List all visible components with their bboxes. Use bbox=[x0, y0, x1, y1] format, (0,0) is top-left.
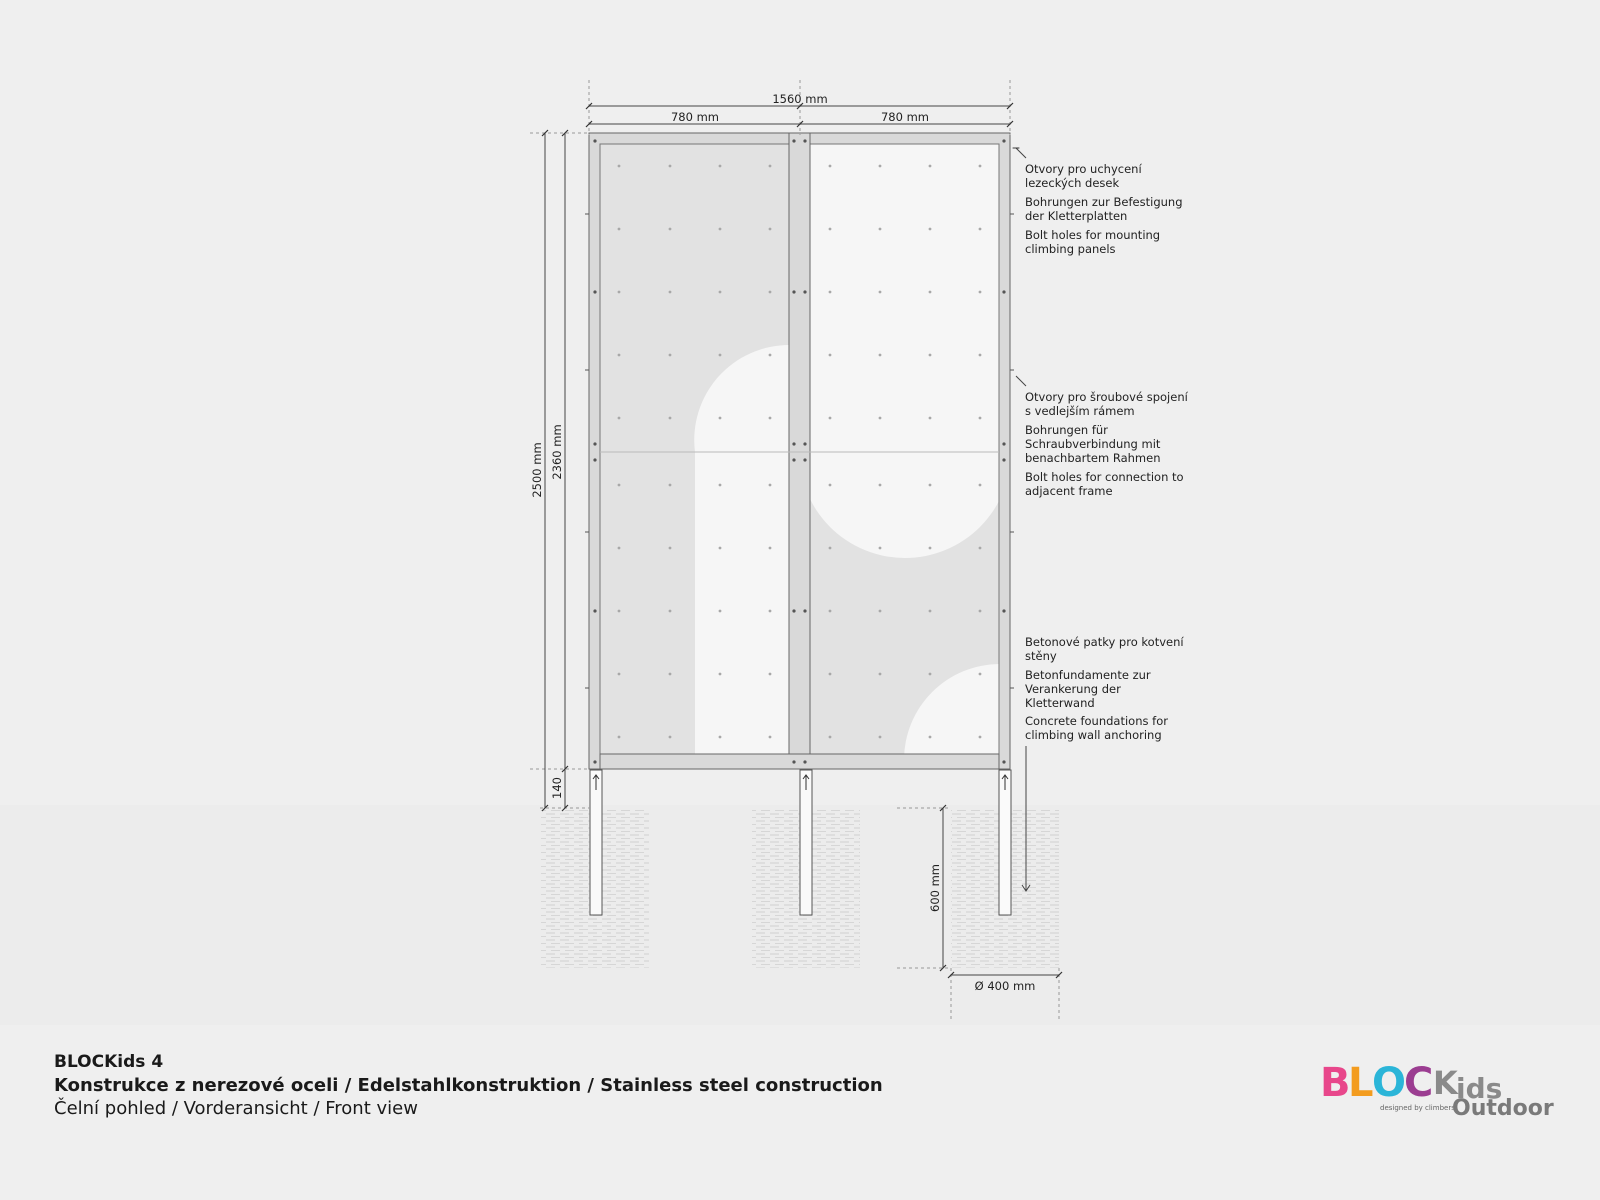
bolt-hole bbox=[979, 291, 982, 294]
frame-bolt-hole bbox=[1002, 290, 1005, 293]
note-foundations-en: Concrete foundations for climbing wall anchoring bbox=[1025, 714, 1168, 742]
bolt-hole bbox=[669, 354, 672, 357]
bolt-hole bbox=[769, 228, 772, 231]
bolt-hole bbox=[618, 417, 621, 420]
bolt-hole bbox=[929, 736, 932, 739]
frame-bolt-hole bbox=[792, 609, 795, 612]
bolt-hole bbox=[829, 610, 832, 613]
note-frame-holes-de: Bohrungen für Schraubverbindung mit benachbartem Rahmen bbox=[1025, 423, 1161, 465]
dim-panel-width-left: 780 mm bbox=[670, 110, 720, 124]
note-foundations-de: Betonfundamente zur Verankerung der Kletterwand bbox=[1025, 668, 1151, 710]
bolt-hole bbox=[669, 547, 672, 550]
bolt-hole bbox=[929, 547, 932, 550]
bolt-hole bbox=[979, 673, 982, 676]
caption-view: Čelní pohled / Vorderansicht / Front view bbox=[54, 1098, 418, 1119]
frame-bolt-hole bbox=[803, 442, 806, 445]
bolt-hole bbox=[669, 165, 672, 168]
logo-letter-l: L bbox=[1348, 1060, 1374, 1106]
bolt-hole bbox=[719, 165, 722, 168]
note-panel-holes-en: Bolt holes for mounting climbing panels bbox=[1025, 228, 1161, 256]
bolt-hole bbox=[929, 417, 932, 420]
bolt-hole bbox=[929, 673, 932, 676]
frame-bolt-hole bbox=[593, 139, 596, 142]
bolt-hole bbox=[618, 673, 621, 676]
bolt-hole bbox=[829, 484, 832, 487]
frame-bolt-hole bbox=[792, 290, 795, 293]
frame-bolt-hole bbox=[593, 290, 596, 293]
bolt-hole bbox=[769, 417, 772, 420]
bolt-hole bbox=[618, 291, 621, 294]
bolt-hole bbox=[829, 291, 832, 294]
frame-bolt-hole bbox=[1002, 609, 1005, 612]
bolt-hole bbox=[669, 484, 672, 487]
logo-letter-b: B bbox=[1320, 1060, 1351, 1106]
logo-letter-c: C bbox=[1404, 1060, 1434, 1106]
bolt-hole bbox=[618, 354, 621, 357]
frame-bolt-hole bbox=[792, 442, 795, 445]
bolt-hole bbox=[669, 736, 672, 739]
bolt-hole bbox=[879, 673, 882, 676]
bolt-hole bbox=[769, 736, 772, 739]
frame-bolt-hole bbox=[803, 609, 806, 612]
frame-bolt-hole bbox=[593, 442, 596, 445]
center-post bbox=[789, 133, 810, 769]
dim-panel-width-right: 780 mm bbox=[880, 110, 930, 124]
caption-subtitle: Konstrukce z nerezové oceli / Edelstahlkonstruktion / Stainless steel construction bbox=[54, 1075, 883, 1096]
bolt-hole bbox=[769, 673, 772, 676]
frame-bolt-hole bbox=[593, 609, 596, 612]
note-panel-holes-de: Bohrungen zur Befestigung der Kletterplatten bbox=[1025, 195, 1183, 223]
note-foundations-cz: Betonové patky pro kotvení stěny bbox=[1025, 635, 1184, 663]
frame-bolt-hole bbox=[1002, 442, 1005, 445]
bolt-hole bbox=[929, 354, 932, 357]
bolt-hole bbox=[618, 547, 621, 550]
bolt-hole bbox=[769, 165, 772, 168]
bolt-hole bbox=[829, 354, 832, 357]
bolt-hole bbox=[719, 228, 722, 231]
bolt-hole bbox=[879, 610, 882, 613]
blockids-outdoor-logo bbox=[1320, 1060, 1554, 1130]
bolt-hole bbox=[618, 484, 621, 487]
dim-foundation-diameter: Ø 400 mm bbox=[974, 979, 1036, 993]
bolt-hole bbox=[769, 291, 772, 294]
logo-letters-ids: ids bbox=[1456, 1072, 1503, 1105]
frame-bolt-hole bbox=[792, 458, 795, 461]
frame-bolt-hole bbox=[593, 458, 596, 461]
bolt-hole bbox=[929, 484, 932, 487]
bolt-hole bbox=[829, 547, 832, 550]
logo-outdoor: Outdoor bbox=[1452, 1096, 1554, 1121]
frame-bolt-hole bbox=[1002, 458, 1005, 461]
note-frame-holes-en: Bolt holes for connection to adjacent frame bbox=[1025, 470, 1184, 498]
dim-total-height: 2500 mm bbox=[530, 442, 544, 498]
bolt-hole bbox=[929, 165, 932, 168]
bolt-hole bbox=[769, 610, 772, 613]
bolt-hole bbox=[829, 228, 832, 231]
dim-panel-height: 2360 mm bbox=[550, 424, 564, 480]
bolt-hole bbox=[829, 736, 832, 739]
bolt-hole bbox=[979, 165, 982, 168]
frame-bolt-hole bbox=[803, 290, 806, 293]
logo-tagline: designed by climbers bbox=[1380, 1104, 1455, 1112]
frame-bolt-hole bbox=[803, 139, 806, 142]
bolt-hole bbox=[719, 547, 722, 550]
bolt-hole bbox=[979, 417, 982, 420]
bolt-hole bbox=[979, 228, 982, 231]
bolt-hole bbox=[669, 417, 672, 420]
bolt-hole bbox=[879, 228, 882, 231]
caption-title: BLOCKids 4 bbox=[54, 1052, 164, 1072]
logo-letter-o: O bbox=[1372, 1060, 1407, 1106]
bolt-hole bbox=[929, 291, 932, 294]
bolt-hole bbox=[669, 291, 672, 294]
bolt-hole bbox=[719, 673, 722, 676]
bolt-hole bbox=[769, 484, 772, 487]
bolt-hole bbox=[669, 673, 672, 676]
bolt-hole bbox=[618, 165, 621, 168]
bolt-hole bbox=[719, 354, 722, 357]
bolt-hole bbox=[879, 547, 882, 550]
frame-bolt-hole bbox=[1002, 760, 1005, 763]
bolt-hole bbox=[829, 673, 832, 676]
note-panel-holes-cz: Otvory pro uchycení lezeckých desek bbox=[1025, 162, 1142, 190]
bolt-hole bbox=[618, 610, 621, 613]
post-right bbox=[999, 770, 1011, 915]
bolt-hole bbox=[979, 547, 982, 550]
dim-total-width: 1560 mm bbox=[772, 92, 828, 106]
frame-bolt-hole bbox=[593, 760, 596, 763]
bolt-hole bbox=[719, 610, 722, 613]
post-middle bbox=[800, 770, 812, 915]
bolt-hole bbox=[979, 354, 982, 357]
bolt-hole bbox=[829, 165, 832, 168]
frame-bolt-hole bbox=[1002, 139, 1005, 142]
bolt-hole bbox=[769, 354, 772, 357]
bolt-hole bbox=[618, 736, 621, 739]
bolt-hole bbox=[879, 291, 882, 294]
frame-bolt-hole bbox=[803, 458, 806, 461]
post-left bbox=[590, 770, 602, 915]
frame-bolt-hole bbox=[803, 760, 806, 763]
bolt-hole bbox=[769, 547, 772, 550]
bolt-hole bbox=[879, 736, 882, 739]
dim-foundation-depth: 600 mm bbox=[928, 863, 942, 913]
bolt-hole bbox=[879, 417, 882, 420]
bolt-hole bbox=[979, 610, 982, 613]
bolt-hole bbox=[719, 291, 722, 294]
bolt-hole bbox=[669, 610, 672, 613]
dim-clearance: 140 bbox=[550, 777, 564, 799]
bolt-hole bbox=[879, 484, 882, 487]
bolt-hole bbox=[879, 165, 882, 168]
bolt-hole bbox=[719, 484, 722, 487]
bolt-hole bbox=[719, 417, 722, 420]
bolt-hole bbox=[829, 417, 832, 420]
bolt-hole bbox=[879, 354, 882, 357]
bolt-hole bbox=[669, 228, 672, 231]
bolt-hole bbox=[929, 228, 932, 231]
frame-bolt-hole bbox=[792, 760, 795, 763]
bolt-hole bbox=[979, 736, 982, 739]
logo-letter-k: K bbox=[1433, 1064, 1458, 1102]
bolt-hole bbox=[719, 736, 722, 739]
bolt-hole bbox=[618, 228, 621, 231]
bolt-hole bbox=[979, 484, 982, 487]
note-frame-holes-cz: Otvory pro šroubové spojení s vedlejším rámem bbox=[1025, 390, 1188, 418]
bolt-hole bbox=[929, 610, 932, 613]
frame-bolt-hole bbox=[792, 139, 795, 142]
